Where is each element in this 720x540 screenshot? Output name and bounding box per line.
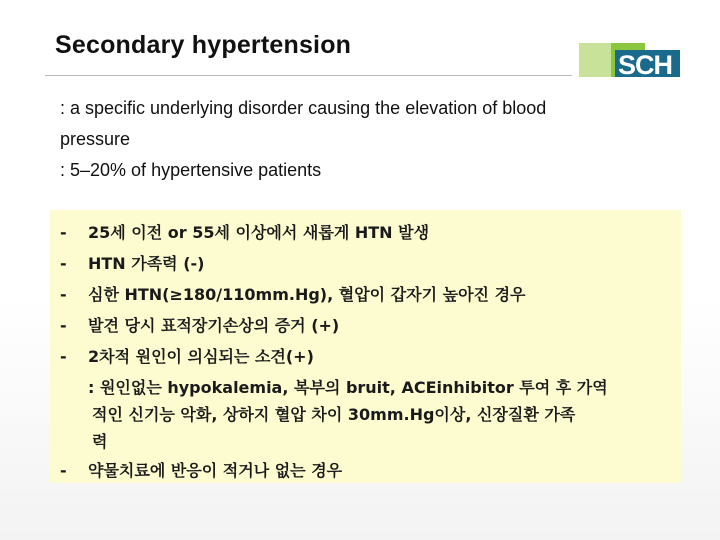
logo-light-square [579,43,611,77]
bullet-dash: - [60,316,67,335]
intro-text [60,93,660,186]
sub-line: 력 [92,432,108,451]
list-item [60,217,680,248]
sub-line: : 원인없는 hypokalemia, 복부의 bruit, ACEinhibitor 투여 후 가역 [88,378,608,397]
list-item-text: 약물치료에 반응이 적거나 없는 경우 [88,461,343,480]
list-item [60,455,680,486]
bullet-dash: - [60,347,67,366]
criteria-list [60,217,680,486]
list-item-text: 2차적 원인이 의심되는 소견(+) [88,347,314,366]
list-item [60,341,680,372]
intro-line: pressure [60,129,131,149]
intro-line: : 5–20% of hypertensive patients [60,160,322,180]
list-item-text: 25세 이전 or 55세 이상에서 새롭게 HTN 발생 [88,223,430,242]
slide-title: Secondary hypertension [55,31,352,59]
sub-findings [60,374,680,455]
list-item-text: 발견 당시 표적장기손상의 증거 (+) [88,316,340,335]
list-item [60,248,680,279]
title-divider [45,75,572,76]
logo-text: SCH [618,50,673,80]
list-item [60,310,680,341]
bullet-dash: - [60,223,67,242]
intro-line: : a specific underlying disorder causing the elevation of blood [60,98,547,118]
list-item [60,279,680,310]
bullet-dash: - [60,285,67,304]
bullet-dash: - [60,254,67,273]
list-item-text: 심한 HTN(≥180/110mm.Hg), 혈압이 갑자기 높아진 경우 [88,285,526,304]
bullet-dash: - [60,461,67,480]
sub-line: 적인 신기능 악화, 상하지 혈압 차이 30mm.Hg이상, 신장질환 가족 [92,405,576,424]
list-item-text: HTN 가족력 (-) [88,254,205,273]
